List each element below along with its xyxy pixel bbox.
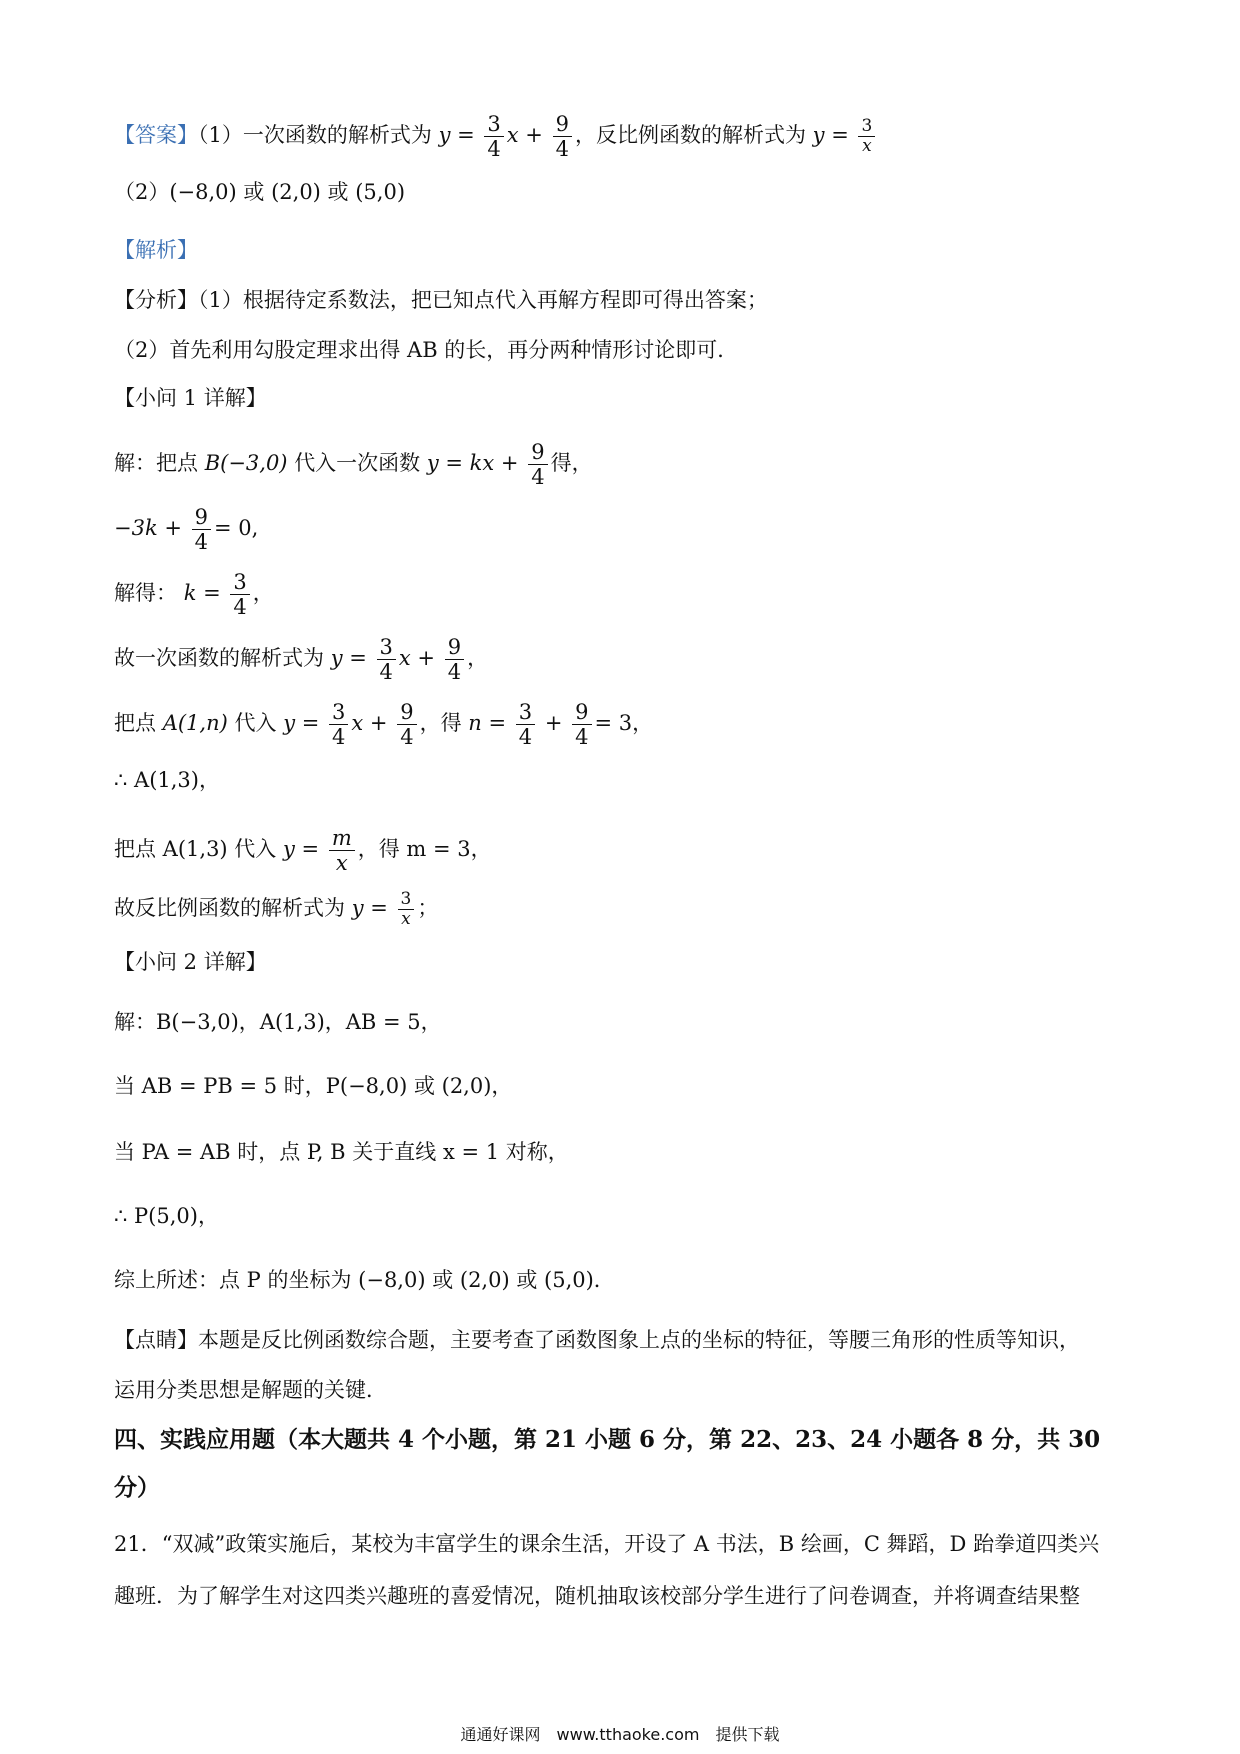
- math-n-eq: n =: [468, 711, 507, 735]
- fraction-3-4: [377, 635, 396, 684]
- q1-l5-prefix: 把点: [114, 711, 156, 735]
- q1-heading: 【小问 1 详解】: [114, 386, 267, 410]
- frac-den: 4: [332, 725, 346, 749]
- q1-l8-prefix: 故反比例函数的解析式为: [114, 896, 345, 920]
- q1-line-1: [114, 440, 593, 489]
- frac-den: 4: [400, 725, 414, 749]
- section-4-title-line-1: 四、实践应用题（本大题共 4 个小题，第 21 小题 6 分，第 22、23、24 小题各 8 分，共 30: [114, 1426, 1101, 1453]
- answer-p1-prefix: （1）一次函数的解析式为: [198, 123, 432, 147]
- q1-line-7: [114, 826, 492, 875]
- q1-l8-suffix: ；: [417, 896, 439, 920]
- fraction-9-4: [572, 700, 591, 749]
- answer-p2: （2）(−8,0) 或 (2,0) 或 (5,0): [114, 180, 406, 204]
- frac-num: 9: [572, 700, 591, 725]
- q2-line-4: ∴ P(5,0)，: [114, 1204, 219, 1228]
- q1-l5-mid2: ，得: [419, 711, 462, 735]
- q1-l5-mid: 代入: [234, 711, 277, 735]
- frac-num: 3: [516, 700, 535, 725]
- q1-l5-suffix: = 3，: [594, 711, 654, 735]
- frac-den: 4: [233, 595, 247, 619]
- frac-den: 4: [531, 465, 545, 489]
- math-y-eq: y =: [438, 123, 475, 147]
- q1-l1-prefix: 解：把点: [114, 451, 198, 475]
- fraction-9-4: [528, 440, 547, 489]
- q2-heading: 【小问 2 详解】: [114, 950, 267, 974]
- fraction-3-4: [329, 700, 348, 749]
- frac-den: 4: [555, 137, 569, 161]
- math-x: x: [398, 646, 411, 670]
- q1-l3-prefix: 解得：: [114, 581, 177, 605]
- frac-num: 3: [398, 890, 415, 910]
- frac-den: 4: [447, 660, 462, 684]
- frac-num: 3: [230, 570, 249, 595]
- frac-den: x: [401, 909, 411, 929]
- q1-line-5: [114, 700, 653, 749]
- fraction-3-x: [398, 890, 415, 929]
- dianjing-line-2: 运用分类思想是解题的关键．: [114, 1378, 387, 1402]
- frac-num: 9: [192, 505, 211, 530]
- q1-l2-suffix: = 0,: [214, 516, 259, 540]
- analysis-tag: 【解析】: [114, 238, 198, 262]
- frac-num: 3: [377, 635, 396, 660]
- q2-line-1: 解：B(−3,0)，A(1,3)，AB = 5，: [114, 1010, 442, 1034]
- math-plus: +: [544, 711, 563, 735]
- frac-den: 4: [575, 725, 589, 749]
- math-y-eq: y =: [283, 711, 320, 735]
- fenxi-line-1: 【分析】（1）根据待定系数法，把已知点代入再解方程即可得出答案；: [114, 288, 768, 312]
- q1-l4-prefix: 故一次函数的解析式为: [114, 646, 324, 670]
- math-plus: +: [417, 646, 436, 670]
- point-b: B(−3,0): [204, 451, 288, 475]
- q1-l4-suffix: ，: [467, 646, 489, 670]
- fraction-m-x: [329, 826, 355, 875]
- section-4-title-line-2: 分）: [114, 1474, 160, 1501]
- fenxi-line-2: （2）首先利用勾股定理求出得 AB 的长，再分两种情形讨论即可．: [114, 338, 739, 362]
- math-y-eq: y =: [351, 896, 388, 920]
- frac-num: 9: [445, 635, 464, 660]
- frac-den: x: [862, 136, 872, 156]
- q1-l1-mid: 代入一次函数: [294, 451, 421, 475]
- frac-num: 3: [858, 117, 875, 137]
- frac-den: 4: [194, 530, 209, 554]
- fraction-3-4: [230, 570, 249, 619]
- fraction-3-4: [484, 112, 503, 161]
- math-y-eq: y =: [283, 837, 320, 861]
- math-kx-plus: y = kx +: [426, 451, 519, 475]
- math-y-eq: y =: [812, 123, 849, 147]
- math-y-eq: y =: [330, 646, 367, 670]
- q1-line-3: [114, 570, 274, 619]
- q1-line-6: ∴ A(1,3)，: [114, 768, 220, 792]
- q1-line-4: [114, 635, 488, 684]
- math-plus: +: [369, 711, 388, 735]
- q21-line-2: 趣班．为了解学生对这四类兴趣班的喜爱情况，随机抽取该校部分学生进行了问卷调查，并将调查结果整: [114, 1584, 1080, 1608]
- math-x: x: [506, 123, 519, 147]
- fraction-3-x: [858, 117, 875, 156]
- q1-l1-suffix: 得，: [550, 451, 593, 475]
- fraction-9-4: [397, 700, 416, 749]
- frac-num: 9: [553, 112, 572, 137]
- q1-l3-suffix: ，: [252, 581, 274, 605]
- q2-line-2: 当 AB = PB = 5 时，P(−8,0) 或 (2,0)，: [114, 1074, 513, 1098]
- point-a: A(1,n): [162, 711, 228, 735]
- math-k-eq: k =: [183, 581, 221, 605]
- page-footer: 通通好课网 www.tthaoke.com 提供下载: [460, 1725, 780, 1744]
- math-plus: +: [525, 123, 543, 147]
- q1-line-8: [114, 890, 438, 929]
- fraction-9-4: [192, 505, 211, 554]
- answer-line-1: [114, 112, 878, 161]
- q2-line-3: 当 PA = AB 时，点 P, B 关于直线 x = 1 对称，: [114, 1140, 569, 1164]
- frac-num: m: [329, 826, 355, 851]
- fraction-9-4: [445, 635, 464, 684]
- fraction-3-4: [516, 700, 535, 749]
- q1-l7-suffix: ，得 m = 3，: [357, 837, 492, 861]
- frac-den: 4: [487, 137, 501, 161]
- q1-l7-prefix: 把点 A(1,3) 代入: [114, 837, 277, 861]
- frac-num: 3: [329, 700, 348, 725]
- math-x: x: [351, 711, 364, 735]
- fraction-9-4: [553, 112, 572, 161]
- q21-line-1: 21．“双减”政策实施后，某校为丰富学生的课余生活，开设了 A 书法，B 绘画，C 舞蹈，D 跆拳道四类兴: [114, 1532, 1100, 1556]
- q1-line-2: [114, 505, 258, 554]
- frac-num: 3: [484, 112, 503, 137]
- frac-num: 9: [397, 700, 416, 725]
- dianjing-line-1: 【点睛】本题是反比例函数综合题，主要考查了函数图象上点的坐标的特征，等腰三角形的性质等知识，: [114, 1328, 1080, 1352]
- math-neg3k: −3k +: [114, 516, 182, 540]
- frac-den: x: [335, 851, 348, 875]
- answer-tag: 【答案】: [114, 123, 198, 147]
- frac-den: 4: [518, 725, 533, 749]
- frac-num: 9: [528, 440, 547, 465]
- q2-line-5: 综上所述：点 P 的坐标为 (−8,0) 或 (2,0) 或 (5,0)．: [114, 1268, 615, 1292]
- frac-den: 4: [379, 660, 393, 684]
- answer-p1-mid: ，反比例函数的解析式为: [574, 123, 806, 147]
